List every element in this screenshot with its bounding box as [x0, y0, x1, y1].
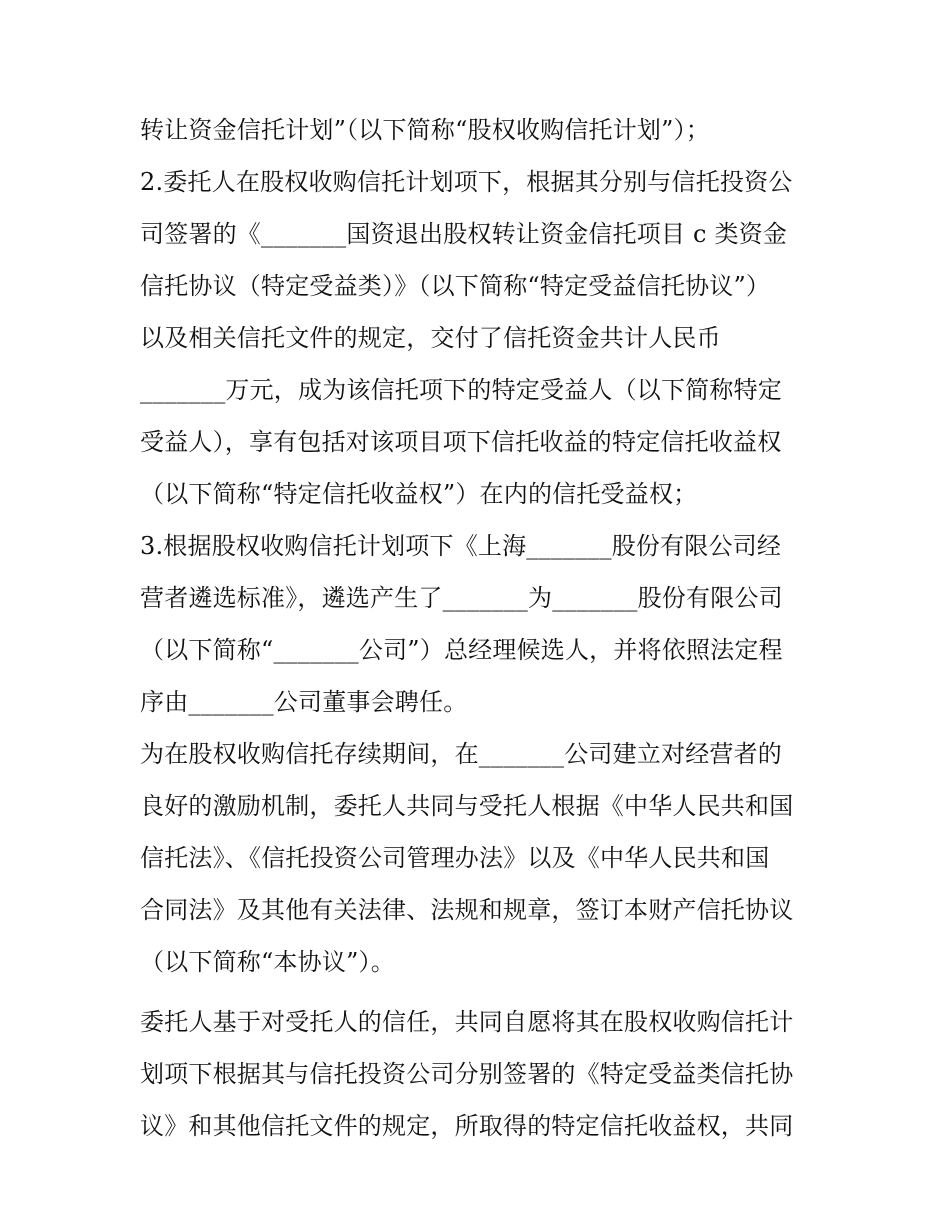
text-line: 良好的激励机制，委托人共同与受托人根据《中华人民共和国 [140, 792, 794, 820]
text-line: 划项下根据其与信托投资公司分别签署的《特定受益类信托协 [140, 1060, 794, 1088]
text-line: 受益人），享有包括对该项目项下信托收益的特定信托收益权 [140, 428, 782, 456]
text-line: 信托法》、《信托投资公司管理办法》以及《中华人民共和国 [140, 844, 770, 872]
document-page [140, 104, 820, 1152]
text-line: 为在股权收购信托存续期间，在_______公司建立对经营者的 [140, 740, 782, 768]
text-line: 合同法》及其他有关法律、法规和规章，签订本财产信托协议 [140, 896, 794, 924]
text-line: 司签署的《_______国资退出股权转让资金信托项目 c 类资金 [140, 220, 788, 248]
text-line: 序由_______公司董事会聘任。 [140, 688, 468, 716]
text-line: 信托协议（特定受益类）》（以下简称“特定受益信托协议”） [140, 272, 771, 300]
paragraph-gap [140, 988, 820, 996]
text-line: 3.根据股权收购信托计划项下《上海_______股份有限公司经 [140, 532, 782, 560]
text-line: _______万元，成为该信托项下的特定受益人（以下简称特定 [140, 376, 782, 404]
text-line: 2.委托人在股权收购信托计划项下，根据其分别与信托投资公 [140, 168, 793, 196]
text-line: （以下简称“特定信托收益权”）在内的信托受益权； [140, 480, 698, 508]
text-line: （以下简称“_______公司”）总经理候选人，并将依照法定程 [140, 636, 783, 664]
text-line: （以下简称“本协议”）。 [140, 948, 395, 976]
text-line: 委托人基于对受托人的信任，共同自愿将其在股权收购信托计 [140, 1008, 794, 1036]
text-line: 转让资金信托计划”（以下简称“股权收购信托计划”）； [140, 116, 711, 144]
text-line: 营者遴选标准》，遴选产生了_______为_______股份有限公司 [140, 584, 783, 612]
text-line: 议》和其他信托文件的规定，所取得的特定信托收益权，共同 [140, 1112, 794, 1140]
text-line: 以及相关信托文件的规定，交付了信托资金共计人民币 [140, 324, 721, 352]
